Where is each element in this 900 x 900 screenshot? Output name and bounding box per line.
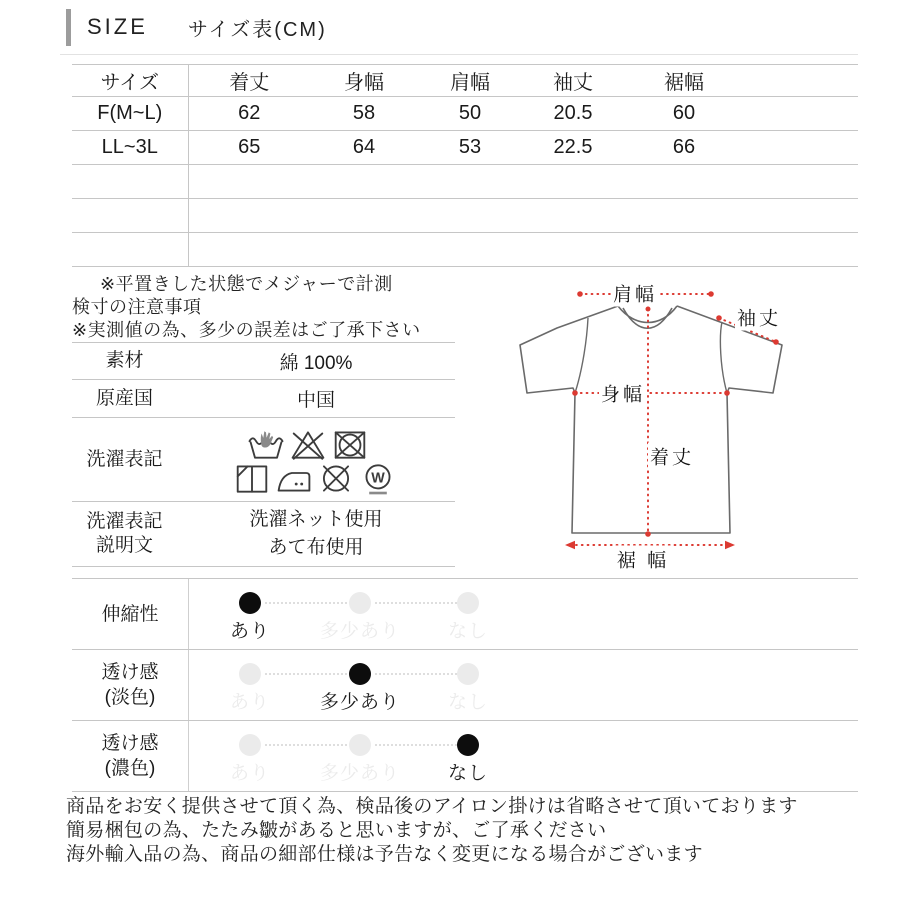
do-not-bleach-icon [289,428,327,461]
material-label: 素材 [72,343,177,380]
svg-text:W: W [371,469,385,486]
origin-label: 原産国 [72,380,177,418]
hem-arrow-left [565,541,575,549]
size-table [72,64,858,267]
cell-value: 64 [310,131,418,165]
col-header-hem-width: 裾幅 [624,65,744,97]
cell-value: 22.5 [522,131,624,165]
iron-with-dots-icon [275,462,313,495]
care-note-label-line1: 洗濯表記 [86,511,163,532]
tshirt-armhole-left [575,318,588,393]
option-yes: あり [208,592,292,643]
col-header-filler [744,65,858,97]
tshirt-diagram [495,278,885,578]
care-icons-row1 [247,428,455,461]
attribute-table [72,578,858,792]
product-info-table [72,342,455,567]
option-yes: あり [208,734,292,785]
origin-value: 中国 [177,380,455,418]
hem-arrow-right [725,541,735,549]
cell-value: 20.5 [522,97,624,131]
label-hem-width: 裾 幅 [615,546,671,573]
attribute-label: 透け感 [101,662,159,683]
tshirt-armhole-right [720,322,727,393]
wet-cleaning-w-icon [359,462,397,495]
option-dot [349,663,371,685]
tshirt-drawing [495,278,885,578]
table-row-empty [72,165,858,199]
footer-notes [66,795,798,867]
do-not-dry-clean-icon [317,462,355,495]
care-note-label-line2: 説明文 [95,535,153,556]
note-line: 検寸の注意事項 [72,297,202,317]
care-note-text: あて布使用 [268,537,364,558]
note-line: ※平置きした状態でメジャーで計測 [100,274,393,294]
table-row-empty [72,233,858,267]
cell-value: 53 [418,131,522,165]
measurement-notes [72,273,421,342]
page-title: SIZE [87,14,148,39]
option-no: なし [426,592,510,643]
option-dot [457,734,479,756]
row-care-symbols [72,418,455,502]
row-origin [72,380,455,418]
option-no: なし [426,663,510,714]
care-icons-row2 [233,462,455,495]
label-sleeve-length: 袖丈 [735,304,783,331]
header-divider [60,54,858,55]
option-dot [457,663,479,685]
option-slightly: 多少あり [318,734,402,785]
cell-value: 60 [624,97,744,131]
option-yes: あり [208,663,292,714]
material-value: 綿 100% [177,343,455,380]
attribute-label-sub: (濃色) [104,758,156,779]
footer-note-line: 商品をお安く提供させて頂く為、検品後のアイロン掛けは省略させて頂いております [66,796,798,817]
care-note-text: 洗濯ネット使用 [249,509,383,530]
col-header-size: サイズ [72,65,188,97]
col-header-body-length: 着丈 [188,65,310,97]
col-header-shoulder-width: 肩幅 [418,65,522,97]
option-dot [239,663,261,685]
header-accent-bar [66,9,71,46]
table-row-empty [72,199,858,233]
option-slightly: 多少あり [318,592,402,643]
option-dot [239,592,261,614]
attribute-label: 伸縮性 [101,603,159,625]
size-table-header-row [72,65,858,97]
option-no: なし [426,734,510,785]
col-header-sleeve-length: 袖丈 [522,65,624,97]
cell-size: LL~3L [72,131,188,165]
option-dot [349,734,371,756]
option-dot [349,592,371,614]
footer-note-line: 海外輸入品の為、商品の細部仕様は予告なく変更になる場合がございます [66,844,703,865]
cell-size: F(M~L) [72,97,188,131]
label-body-width: 身幅 [599,380,647,407]
attribute-row-sheer-dark [72,721,858,792]
cell-value: 66 [624,131,744,165]
do-not-tumble-dry-icon [331,428,369,461]
label-body-length: 着丈 [648,443,696,470]
note-line: ※実測値の為、多少の誤差はご了承下さい [72,320,421,340]
option-slightly: 多少あり [318,663,402,714]
section-header [66,8,327,46]
hand-wash-icon [247,428,285,461]
attribute-row-sheer-light [72,650,858,721]
page-subtitle: サイズ表(CM) [187,18,327,41]
label-shoulder-width: 肩幅 [611,280,659,307]
care-label: 洗濯表記 [72,418,177,502]
line-dry-in-shade-icon [233,462,271,495]
attribute-label-sub: (淡色) [104,687,156,708]
footer-note-line: 簡易梱包の為、たたみ皺があると思いますが、ご了承ください [66,820,607,841]
option-dot [457,592,479,614]
tshirt-outline [520,306,782,533]
cell-value: 65 [188,131,310,165]
table-row-size-f [72,97,858,131]
row-material [72,343,455,380]
attribute-label: 透け感 [101,733,159,754]
col-header-body-width: 身幅 [310,65,418,97]
cell-value: 50 [418,97,522,131]
cell-value: 58 [310,97,418,131]
row-care-note [72,502,455,567]
table-row-size-ll [72,131,858,165]
option-dot [239,734,261,756]
attribute-row-stretch [72,579,858,650]
cell-value: 62 [188,97,310,131]
